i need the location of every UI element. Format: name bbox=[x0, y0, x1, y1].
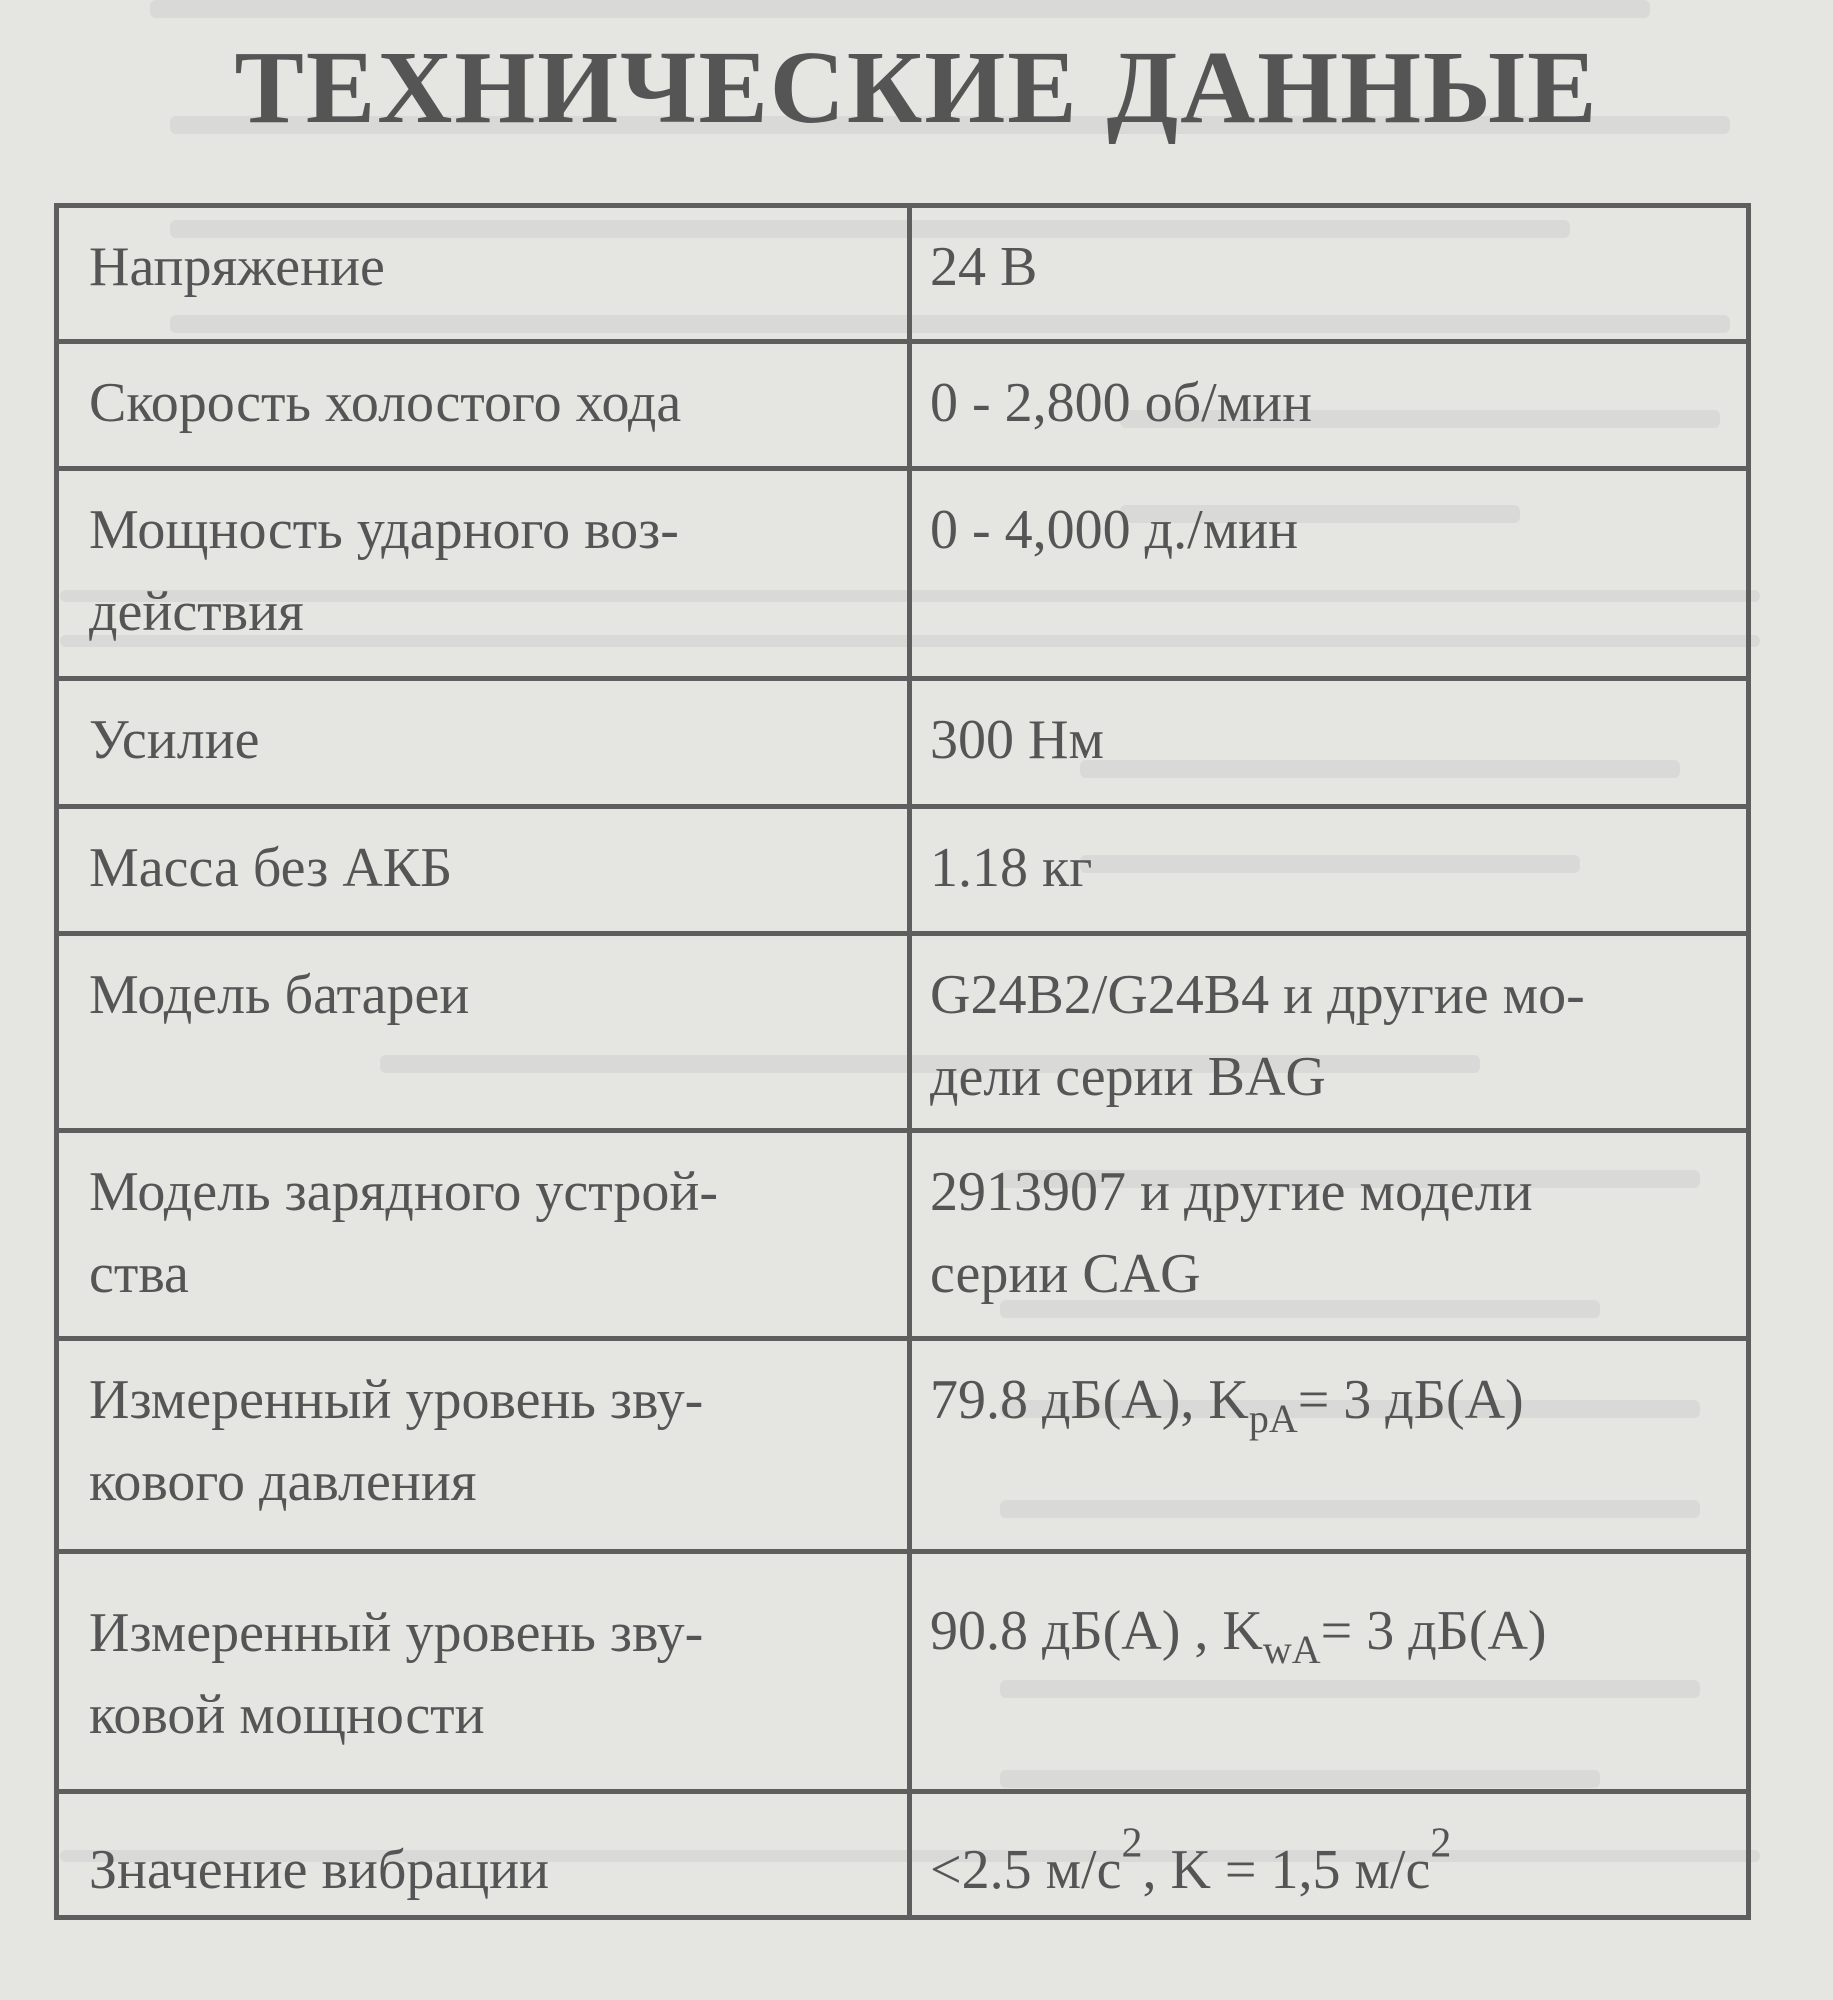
spec-value-text: = 3 дБ(А) bbox=[1297, 1369, 1524, 1431]
table-row bbox=[57, 469, 1749, 679]
spec-value: 24 В bbox=[910, 206, 1749, 342]
spec-label: Значение вибрации bbox=[57, 1792, 910, 1918]
spec-label: Скорость холостого хода bbox=[57, 342, 910, 469]
spec-value-superscript: 2 bbox=[1121, 1820, 1143, 1867]
spec-value-text: 90.8 дБ(А) , K bbox=[930, 1600, 1263, 1662]
spec-label: Усилие bbox=[57, 679, 910, 807]
spec-value: 0 - 2,800 об/мин bbox=[910, 342, 1749, 469]
spec-label: Измеренный уровень зву- ковой мощности bbox=[57, 1552, 910, 1792]
spec-value-text: 79.8 дБ(А), K bbox=[930, 1369, 1249, 1431]
spec-value-subscript: wA bbox=[1262, 1627, 1321, 1672]
table-row bbox=[57, 1552, 1749, 1792]
table-row bbox=[57, 807, 1749, 934]
table-row bbox=[57, 1131, 1749, 1339]
spec-value: 0 - 4,000 д./мин bbox=[910, 469, 1749, 679]
spec-label: Масса без АКБ bbox=[57, 807, 910, 934]
spec-label: Мощность ударного воз- действия bbox=[57, 469, 910, 679]
spec-value bbox=[910, 1792, 1749, 1918]
table-row bbox=[57, 679, 1749, 807]
spec-value bbox=[910, 1552, 1749, 1792]
specifications-table bbox=[54, 203, 1751, 1920]
page-title: ТЕХНИЧЕСКИЕ ДАННЫЕ bbox=[234, 30, 1599, 145]
spec-value-subscript: pA bbox=[1248, 1396, 1298, 1441]
spec-label: Напряжение bbox=[57, 206, 910, 342]
spec-value: 2913907 и другие модели серии CAG bbox=[910, 1131, 1749, 1339]
spec-label: Модель зарядного устрой- ства bbox=[57, 1131, 910, 1339]
spec-value: G24B2/G24B4 и другие мо- дели серии BAG bbox=[910, 934, 1749, 1131]
spec-value bbox=[910, 1339, 1749, 1552]
table-row bbox=[57, 1792, 1749, 1918]
spec-value: 1.18 кг bbox=[910, 807, 1749, 934]
table-row bbox=[57, 342, 1749, 469]
spec-value-superscript: 2 bbox=[1430, 1820, 1452, 1867]
spec-value-text: = 3 дБ(А) bbox=[1320, 1600, 1547, 1662]
spec-label: Модель батареи bbox=[57, 934, 910, 1131]
spec-label: Измеренный уровень зву- кового давления bbox=[57, 1339, 910, 1552]
spec-value-text: <2.5 м/с bbox=[930, 1839, 1122, 1901]
spec-value-text: , K = 1,5 м/с bbox=[1142, 1839, 1431, 1901]
table-row bbox=[57, 934, 1749, 1131]
table-row bbox=[57, 206, 1749, 342]
table-row bbox=[57, 1339, 1749, 1552]
spec-value: 300 Нм bbox=[910, 679, 1749, 807]
